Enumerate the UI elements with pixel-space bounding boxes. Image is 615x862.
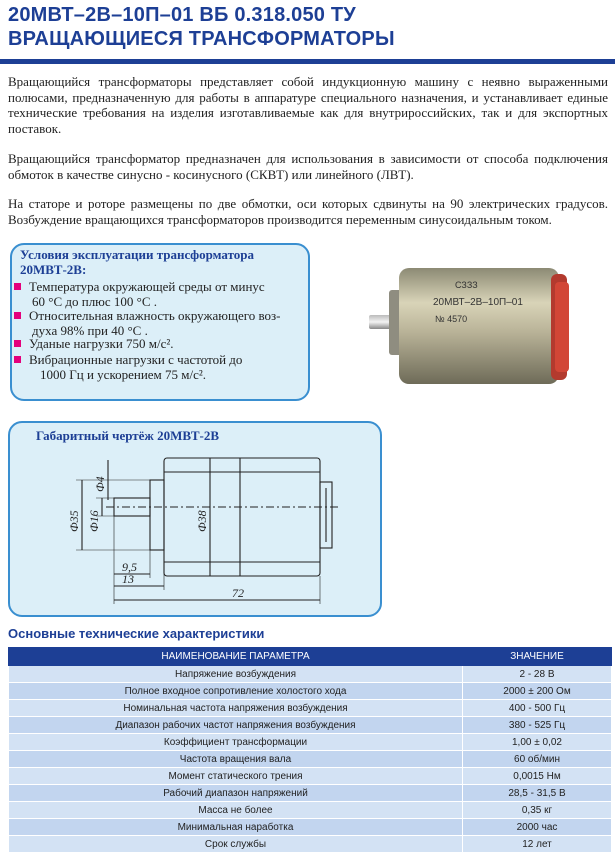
table-row [9,768,612,785]
param-cell: Масса не более [9,802,463,819]
bullet-icon [14,340,21,347]
value-cell: 2000 ± 200 Ом [463,683,612,700]
transformer-photo [355,260,595,395]
value-cell: 400 - 500 Гц [463,700,612,717]
param-cell: Номинальная частота напряжения возбуждения [9,700,463,717]
table-row [9,717,612,734]
column-header-value: ЗНАЧЕНИЕ [463,648,612,666]
table-row [9,734,612,751]
table-row [9,683,612,700]
marking-code: СЗЗЗ [455,280,478,290]
dim-d35: Ф35 [67,510,81,532]
header-rule [0,59,615,64]
product-type-title: ВРАЩАЮЩИЕСЯ ТРАНСФОРМАТОРЫ [8,28,395,50]
dim-d38: Ф38 [195,510,209,532]
value-cell: 28,5 - 31,5 В [463,785,612,802]
value-cell: 12 лет [463,836,612,853]
param-cell: Срок службы [9,836,463,853]
value-cell: 2 - 28 В [463,666,612,683]
param-cell: Полное входное сопротивление холостого хода [9,683,463,700]
condition-item: Уданые нагрузки 750 м/с². [14,336,174,351]
param-cell: Минимальная наработка [9,819,463,836]
table-row [9,751,612,768]
specs-table [8,647,612,853]
value-cell: 60 об/мин [463,751,612,768]
table-row [9,802,612,819]
bullet-icon [14,356,21,363]
param-cell: Напряжение возбуждения [9,666,463,683]
condition-item: Вибрационные нагрузки с частотой до 1000 Гц и ускорением 75 м/с². [14,352,242,382]
table-row [9,836,612,853]
marking-serial: № 4570 [435,314,468,324]
value-cell: 1,00 ± 0,02 [463,734,612,751]
bullet-icon [14,312,21,319]
value-cell: 0,35 кг [463,802,612,819]
intro-paragraph-2: Вращающийся трансформатор предназначен для использования в зависимости от способа подключения обмоток в качестве синусно - косинусного (СКВТ) или линейного (ЛВТ). [8,151,608,182]
dimensional-drawing [10,440,376,612]
param-cell: Частота вращения вала [9,751,463,768]
intro-paragraph-3: На статоре и роторе размещены по две обмотки, оси которых сдвинуты на 90 электрических градусов. Возбуждение вращающихся трансформаторов производится переменным синусоидальным током. [8,196,608,227]
conditions-title: Условия эксплуатации трансформатора 20МВТ-2В: [20,247,255,277]
table-header-row [9,648,612,666]
value-cell: 0,0015 Нм [463,768,612,785]
param-cell: Диапазон рабочих частот напряжения возбуждения [9,717,463,734]
header [0,0,615,58]
product-code-title: 20МВТ–2В–10П–01 ВБ 0.318.050 ТУ [8,4,356,26]
condition-item: Относительная влажность окружающего воз- духа 98% при 40 °С . [14,308,281,338]
table-row [9,700,612,717]
drawing-title: Габаритный чертёж 20МВТ-2В [36,428,220,443]
intro-paragraph-1: Вращающийся трансформаторы представляет собой индукционную машину с неявно выраженными полюсами, предназначенную для работы в аппаратуре специального назначения, и устанавливает единые технические требования на изделия изготавливаемые как для внутрироссийских, так и для экспортных поставок. [8,74,608,136]
value-cell: 380 - 525 Гц [463,717,612,734]
dim-9-5: 9,5 [122,560,137,574]
param-cell: Момент статического трения [9,768,463,785]
dim-72: 72 [232,586,244,600]
dim-d16: Ф16 [87,510,101,532]
table-row [9,785,612,802]
condition-item: Температура окружающей среды от минус 60 °С до плюс 100 °С . [14,279,265,309]
table-row [9,666,612,683]
specs-title: Основные технические характеристики [8,626,265,641]
param-cell: Рабочий диапазон напряжений [9,785,463,802]
marking-model: 20МВТ–2В–10П–01 [433,297,523,308]
bullet-icon [14,283,21,290]
table-row [9,819,612,836]
value-cell: 2000 час [463,819,612,836]
param-cell: Коэффициент трансформации [9,734,463,751]
column-header-param: НАИМЕНОВАНИЕ ПАРАМЕТРА [9,648,463,666]
dim-d4: Ф4 [93,476,107,492]
dim-13: 13 [122,572,134,586]
